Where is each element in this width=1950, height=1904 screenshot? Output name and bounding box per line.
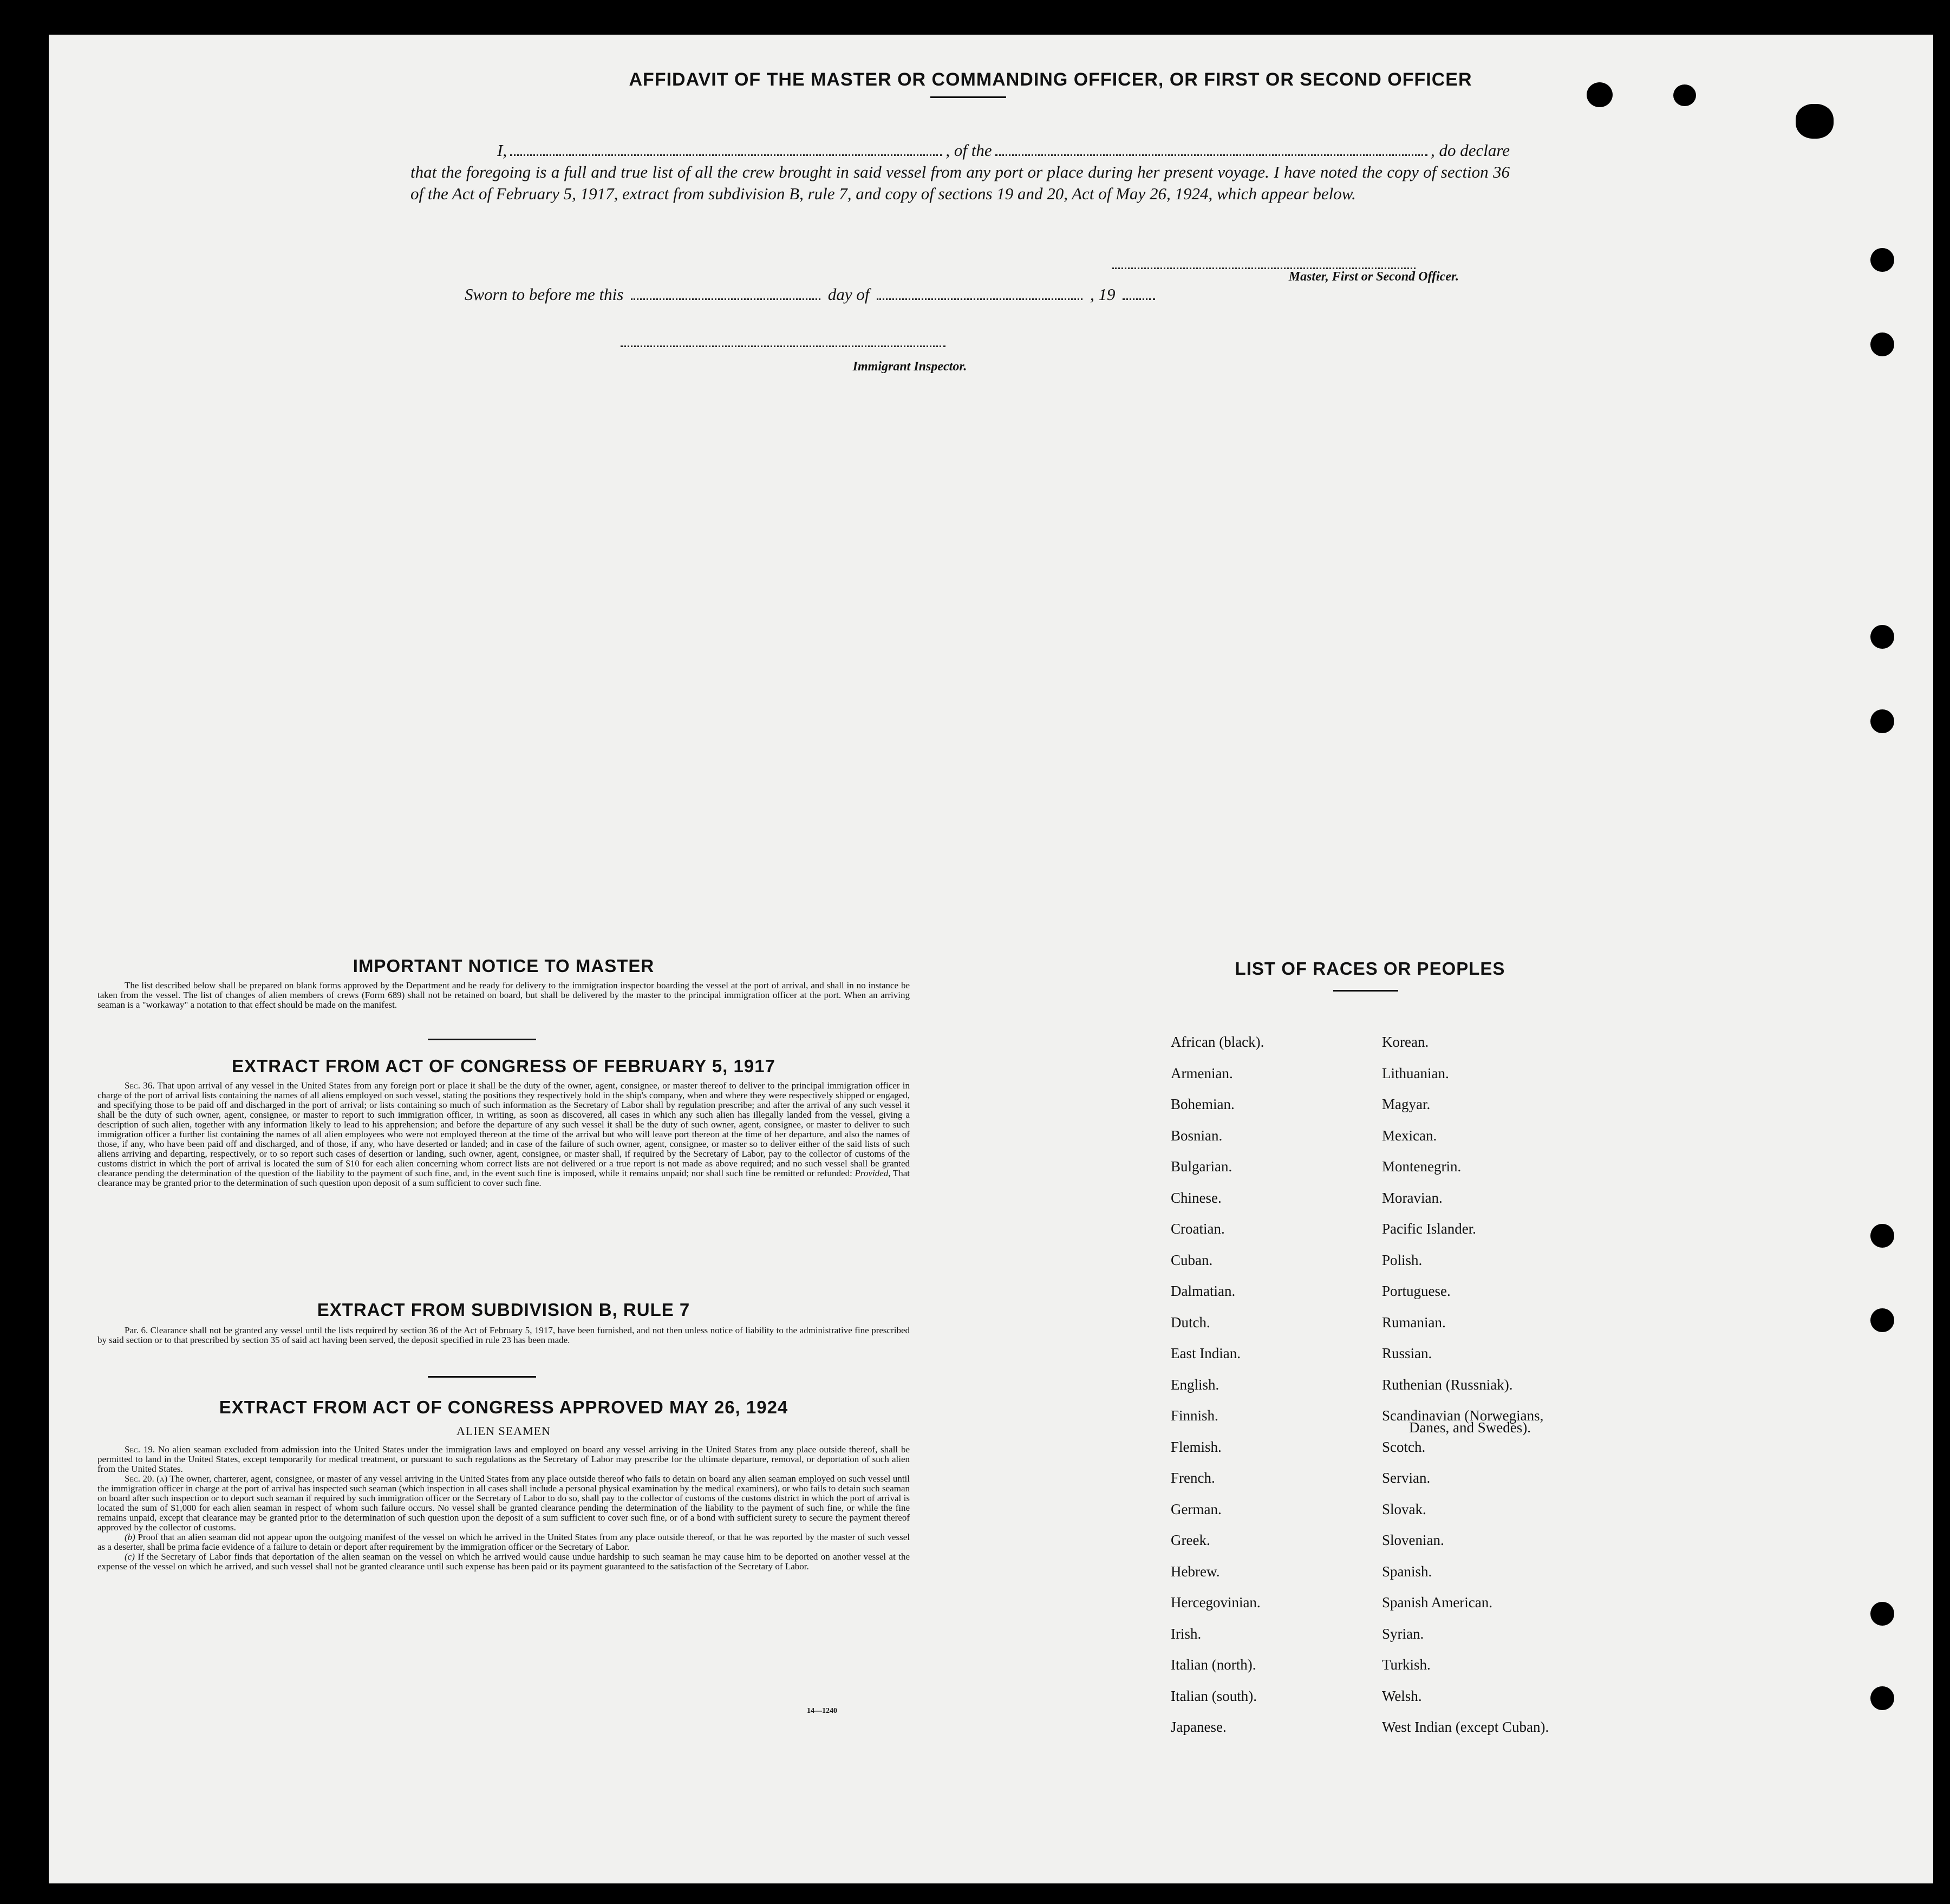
inspector-label: Immigrant Inspector. — [852, 360, 967, 374]
form-number: 14—1240 — [807, 1707, 837, 1715]
notice-text: The list described below shall be prepared on blank forms approved by the Department and be ready for delivery to the immigration inspector boarding the vessel at the port of arrival, and shall in no instance be taken from the vessel. The list of changes of alien members of crews (Form 689) shall not be retained on board, but shall be delivered by the master to the principal immigration officer at the port. When an arriving seaman is a "workaway" a notation to that effect should be made on the manifest. — [97, 980, 910, 1010]
sec20b-text: Proof that an alien seaman did not appear upon the outgoing manifest of the vessel on which he arrived in the United States from any place outside thereof, or that he was reported by the master of such vessel as a deserter, shall be prima facie evidence of a failure to detain or deport after requirement by the immigration officer or the Secretary of Labor. — [97, 1532, 910, 1552]
section-label: Sec. 36. — [125, 1080, 155, 1091]
race-item: Italian (north). — [1171, 1657, 1256, 1673]
punch-hole — [1870, 248, 1894, 272]
race-item: Pacific Islander. — [1382, 1221, 1476, 1237]
race-item: Hebrew. — [1171, 1563, 1220, 1580]
sworn-year-field[interactable] — [1123, 298, 1155, 300]
sec20c-label: (c) — [125, 1551, 135, 1562]
act-1924-subtitle: ALIEN SEAMEN — [456, 1424, 551, 1438]
sworn-prefix: Sworn to before me this — [465, 285, 624, 304]
sec19-label: Sec. 19. — [125, 1444, 155, 1455]
sec20b-paragraph — [97, 1533, 910, 1552]
sec20a-paragraph — [97, 1474, 910, 1533]
race-item: Hercegovinian. — [1171, 1594, 1261, 1610]
race-item: Irish. — [1171, 1625, 1202, 1642]
punch-hole — [1673, 84, 1696, 106]
title-divider — [930, 96, 1006, 98]
race-item: Welsh. — [1382, 1687, 1422, 1704]
punch-hole — [1870, 625, 1894, 649]
race-item: Dalmatian. — [1171, 1283, 1236, 1299]
act-1917-text — [97, 1081, 910, 1188]
race-item: Finnish. — [1171, 1407, 1218, 1424]
declarant-line — [410, 140, 1510, 161]
race-item: East Indian. — [1171, 1345, 1241, 1361]
race-item: Slovak. — [1382, 1501, 1426, 1517]
section-divider — [1333, 990, 1398, 992]
punch-hole — [1587, 82, 1613, 107]
punch-hole — [1870, 332, 1894, 356]
punch-hole — [1796, 104, 1834, 139]
act-1917-title: EXTRACT FROM ACT OF CONGRESS OF FEBRUARY 5, 1917 — [232, 1056, 775, 1076]
races-title: LIST OF RACES OR PEOPLES — [1235, 958, 1505, 979]
race-item: Korean. — [1382, 1034, 1429, 1050]
sec20c-paragraph — [97, 1552, 910, 1572]
sec20a-text: The owner, charterer, agent, consignee, or master of any vessel arriving in the United States from any place outside thereof who fails to detain on board any alien seaman employed on such vessel until the immigration officer in charge at the port of arrival has inspected such seaman (which inspection in all cases shall include a personal physical examination by the medical examiners), or who fails to detain such seaman on board after such inspection or to deport such seaman if required by such immigration officer or the Secretary of Labor to do so, shall pay to the collector of customs of the customs district in which the port of arrival is located the sum of $1,000 for each alien seaman in respect of whom such failure occurs. No vessel shall be granted clearance pending the determination of the liability to the payment of such fine, or while the fine remains unpaid, except that clearance may be granted prior to the determination of such question upon the deposit of a sum sufficient to cover such fine, or of a bond with sufficient surety to secure the payment thereof approved by the collector of customs. — [97, 1473, 910, 1533]
affidavit-declaration — [410, 140, 1510, 205]
race-item: Spanish. — [1382, 1563, 1432, 1580]
race-item: Mexican. — [1382, 1127, 1437, 1144]
race-item: Bohemian. — [1171, 1096, 1235, 1112]
rule7-title: EXTRACT FROM SUBDIVISION B, RULE 7 — [317, 1300, 690, 1320]
declarant-name-field[interactable] — [510, 154, 942, 156]
declaration-text: that the foregoing is a full and true list of all the crew brought in said vessel from any port or place during her present voyage. I have noted the copy of section 36 of the Act of February 5, 1917, extract from subdivision B, rule 7, and copy of sections 19 and 20, Act of May 26, 1924, which appear below. — [410, 162, 1510, 203]
section-divider — [428, 1039, 536, 1040]
race-item: African (black). — [1171, 1034, 1264, 1050]
sworn-day-label: day of — [827, 285, 870, 304]
declarant-prefix: I, — [497, 141, 507, 160]
sworn-month-field[interactable] — [877, 298, 1082, 300]
sec19-paragraph — [97, 1445, 910, 1474]
punch-hole — [1870, 1224, 1894, 1248]
race-item: Portuguese. — [1382, 1283, 1451, 1299]
race-item: Turkish. — [1382, 1657, 1431, 1673]
race-item: Croatian. — [1171, 1221, 1225, 1237]
sworn-year-label: , 19 — [1090, 285, 1116, 304]
punch-hole — [1870, 1308, 1894, 1332]
race-item: Spanish American. — [1382, 1594, 1492, 1610]
declare-label: , do declare — [1430, 141, 1510, 160]
race-item: Polish. — [1382, 1251, 1423, 1268]
race-item: West Indian (except Cuban). — [1382, 1719, 1549, 1735]
of-the-label: , of the — [945, 141, 992, 160]
sworn-day-field[interactable] — [631, 298, 820, 300]
race-item: Scandinavian (Norwegians, — [1382, 1407, 1544, 1424]
race-item: Montenegrin. — [1382, 1158, 1462, 1175]
punch-hole — [1870, 709, 1894, 733]
races-list — [1119, 1034, 1660, 1749]
affidavit-title: AFFIDAVIT OF THE MASTER OR COMMANDING OFFICER, OR FIRST OR SECOND OFFICER — [629, 69, 1472, 90]
section-body: That upon arrival of any vessel in the United States from any foreign port or place it shall be the duty of the owner, agent, consignee, or master thereof to deliver to the principal immigration officer in charge of the port of arrival lists containing the names of all aliens employed on such vessel, stating the positions they respectively hold in the ship's company, when and where they were respectively shipped or engaged, and specifying those to be paid off and discharged in the port of arrival; or lists containing so much of such information as the Secretary of Labor shall by regulation prescribe; and after the arrival of any such vessel it shall be the duty of such owner, agent, consignee, or master to report to such immigration officer, in writing, as soon as discovered, all cases in which any such alien has illegally landed from the vessel, giving a description of such alien, together with any information likely to lead to his apprehension; and before the departure of any such vessel it shall be the duty of such owner, agent, consignee, or master to deliver to such immigration officer a further list containing the names of all alien employees who were not employed thereon at the time of the arrival but who will leave port thereon at the time of her departure, and also the names of those, if any, who have been paid off and discharged, and of those, if any, who have deserted or landed; and in case of the failure of such owner, agent, consignee, or master so to deliver either of the said lists of such aliens arriving and departing, respectively, or to so report such cases of desertion or landing, such owner, agent, consignee, or master shall, if required by the Secretary of Labor, pay to the collector of customs of the customs district in which the port of arrival is located the sum of $10 for each alien concerning whom correct lists are not delivered or a true report is not made as above required; and no such vessel shall be granted clearance pending the determination of the question of the liability to the payment of such fine, and, in the event such fine is imposed, while it remains unpaid; nor shall such fine be remitted or refunded: — [97, 1080, 910, 1178]
race-item: Servian. — [1382, 1470, 1431, 1486]
race-item: Dutch. — [1171, 1314, 1210, 1331]
rule7-text: Par. 6. Clearance shall not be granted any vessel until the lists required by section 36 of the Act of February 5, 1917, have been furnished, and not then unless notice of liability to the administrative fine prescribed by said section or to that prescribed by section 35 of said act having been served, the deposit specified in rule 23 has been made. — [97, 1325, 910, 1345]
inspector-signature-field[interactable] — [621, 345, 945, 347]
race-item: Scotch. — [1382, 1438, 1426, 1455]
act-1924-text — [97, 1445, 910, 1572]
race-item: Ruthenian (Russniak). — [1382, 1376, 1513, 1393]
race-item: Greek. — [1171, 1532, 1210, 1548]
punch-hole — [1870, 1602, 1894, 1626]
race-item: French. — [1171, 1470, 1215, 1486]
race-item: Japanese. — [1171, 1719, 1227, 1735]
sworn-line — [465, 285, 1158, 304]
act-1924-title: EXTRACT FROM ACT OF CONGRESS APPROVED MAY 26, 1924 — [219, 1397, 788, 1417]
notice-title: IMPORTANT NOTICE TO MASTER — [353, 956, 655, 976]
vessel-name-field[interactable] — [995, 154, 1427, 156]
race-item: Magyar. — [1382, 1096, 1431, 1112]
proviso-label: Provided, — [855, 1168, 891, 1178]
sec20c-text: If the Secretary of Labor finds that deportation of the alien seaman on the vessel on which he arrived would cause undue hardship to such seaman he may cause him to be deported on another vessel at the expense of the vessel on which he arrived, and such vessel shall not be granted clearance until such expense has been paid or its payment guaranteed to the satisfaction of the Secretary of Labor. — [97, 1551, 910, 1572]
sec20-label: Sec. 20. (a) — [125, 1473, 168, 1484]
race-item-continuation: Danes, and Swedes). — [1409, 1419, 1531, 1436]
race-item: Flemish. — [1171, 1438, 1222, 1455]
race-item: Russian. — [1382, 1345, 1432, 1361]
race-item: Bulgarian. — [1171, 1158, 1232, 1175]
race-item: Syrian. — [1382, 1625, 1424, 1642]
master-signature-label: Master, First or Second Officer. — [1288, 270, 1459, 284]
punch-hole — [1870, 1686, 1894, 1710]
proviso-text: That clearance may be granted prior to the determination of such question upon deposit of a sum sufficient to cover such fine. — [97, 1168, 910, 1188]
race-item: Slovenian. — [1382, 1532, 1444, 1548]
master-signature-field[interactable] — [1112, 268, 1416, 269]
race-item: Rumanian. — [1382, 1314, 1446, 1331]
section-divider — [428, 1376, 536, 1378]
sec19-text: No alien seaman excluded from admission into the United States under the immigration laws and employed on board any vessel arriving in the United States from any place outside thereof, shall be permitted to land in the United States, except temporarily for medical treatment, or pursuant to such regulations as the Secretary of Labor may prescribe for the ultimate departure, removal, or deportation of such alien from the United States. — [97, 1444, 910, 1474]
race-item: German. — [1171, 1501, 1222, 1517]
race-item: Moravian. — [1382, 1189, 1443, 1206]
race-item: Italian (south). — [1171, 1687, 1257, 1704]
race-item: Cuban. — [1171, 1251, 1213, 1268]
race-item: English. — [1171, 1376, 1219, 1393]
race-item: Lithuanian. — [1382, 1065, 1449, 1081]
race-item: Bosnian. — [1171, 1127, 1223, 1144]
race-item: Armenian. — [1171, 1065, 1233, 1081]
sec20b-label: (b) — [125, 1532, 135, 1542]
race-item: Chinese. — [1171, 1189, 1222, 1206]
